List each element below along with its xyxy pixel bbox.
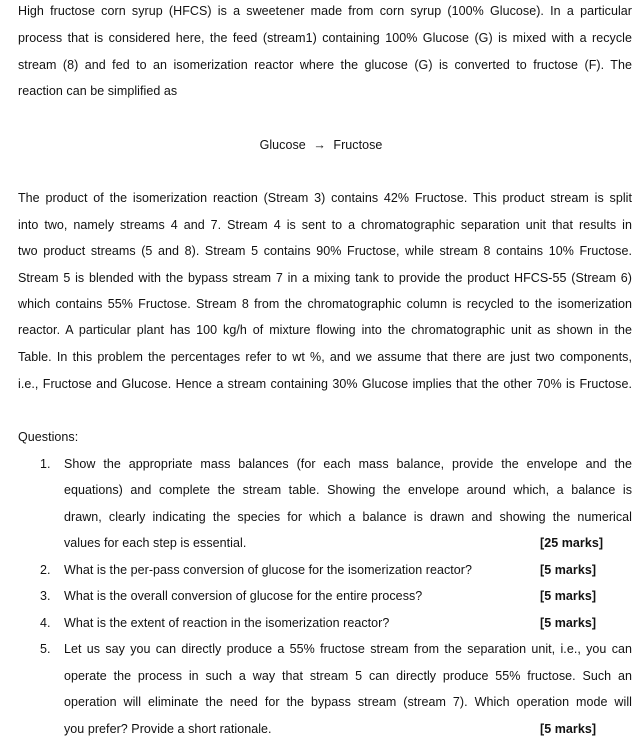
intro-line-1: High fructose corn syrup (HFCS) is a sweetener made from corn syrup (100% Glucose). In a particular bbox=[18, 4, 632, 18]
question-2-marks: [5 marks] bbox=[540, 563, 597, 577]
description-line-2: into two, namely streams 4 and 7. Stream 4 is sent to a chromatographic separation unit that results in bbox=[18, 218, 632, 232]
question-4-line-1: What is the extent of reaction in the isomerization reactor? bbox=[64, 616, 390, 630]
question-5-marks: [5 marks] bbox=[540, 722, 597, 736]
question-4-number: 4. bbox=[40, 616, 51, 630]
description-line-3: two product streams (5 and 8). Stream 5 contains 90% Fructose, while stream 8 contains 10% Fructose. bbox=[18, 244, 632, 258]
question-4-marks: [5 marks] bbox=[540, 616, 597, 630]
questions-heading: Questions: bbox=[18, 430, 79, 444]
intro-line-3: stream (8) and fed to an isomerization reactor where the glucose (G) is converted to fructose (F). The bbox=[18, 58, 632, 72]
description-line-5: which contains 55% Fructose. Stream 8 from the chromatographic column is recycled to the isomerization bbox=[18, 297, 632, 311]
reaction-product: Fructose bbox=[333, 138, 383, 152]
question-2-line-1: What is the per-pass conversion of glucose for the isomerization reactor? bbox=[64, 563, 473, 577]
intro-line-4: reaction can be simplified as bbox=[18, 84, 178, 98]
description-line-8: i.e., Fructose and Glucose. Hence a stream containing 30% Glucose implies that the other 70% is Fructose. bbox=[18, 377, 632, 391]
question-5-line-2: operate the process in such a way that stream 5 can directly produce 55% fructose. Such an bbox=[64, 669, 632, 683]
question-5-line-4: you prefer? Provide a short rationale. bbox=[64, 722, 272, 736]
description-line-1: The product of the isomerization reaction (Stream 3) contains 42% Fructose. This product stream is split bbox=[18, 191, 632, 205]
description-line-6: reactor. A particular plant has 100 kg/h of mixture flowing into the chromatographic unit as shown in the bbox=[18, 323, 632, 337]
description-line-7: Table. In this problem the percentages refer to wt %, and we assume that there are just two components, bbox=[18, 350, 632, 364]
question-5-line-3: operation will eliminate the need for the bypass stream (stream 7). Which operation mode will bbox=[64, 695, 632, 709]
question-3-number: 3. bbox=[40, 589, 51, 603]
question-3-line-1: What is the overall conversion of glucose for the entire process? bbox=[64, 589, 423, 603]
question-1-line-2: equations) and complete the stream table. Showing the envelope around which, a balance is bbox=[64, 483, 632, 497]
description-line-4: Stream 5 is blended with the bypass stream 7 in a mixing tank to provide the product HFCS-55 (Stream 6) bbox=[18, 271, 632, 285]
reaction-equation bbox=[0, 138, 642, 153]
reaction-reactant: Glucose bbox=[259, 138, 306, 152]
question-1-line-1: Show the appropriate mass balances (for each mass balance, provide the envelope and the bbox=[64, 457, 632, 471]
question-1-line-3: drawn, clearly indicating the species for which a balance is drawn and showing the numerical bbox=[64, 510, 632, 524]
reaction-arrow-icon: → bbox=[313, 138, 326, 152]
question-1-number: 1. bbox=[40, 457, 51, 471]
question-2-number: 2. bbox=[40, 563, 51, 577]
question-1-line-4: values for each step is essential. bbox=[64, 536, 247, 550]
question-3-marks: [5 marks] bbox=[540, 589, 597, 603]
question-5-number: 5. bbox=[40, 642, 51, 656]
question-1-marks: [25 marks] bbox=[540, 536, 604, 550]
question-5-line-1: Let us say you can directly produce a 55% fructose stream from the separation unit, i.e., you can bbox=[64, 642, 632, 656]
intro-line-2: process that is considered here, the feed (stream1) containing 100% Glucose (G) is mixed with a recycle bbox=[18, 31, 632, 45]
